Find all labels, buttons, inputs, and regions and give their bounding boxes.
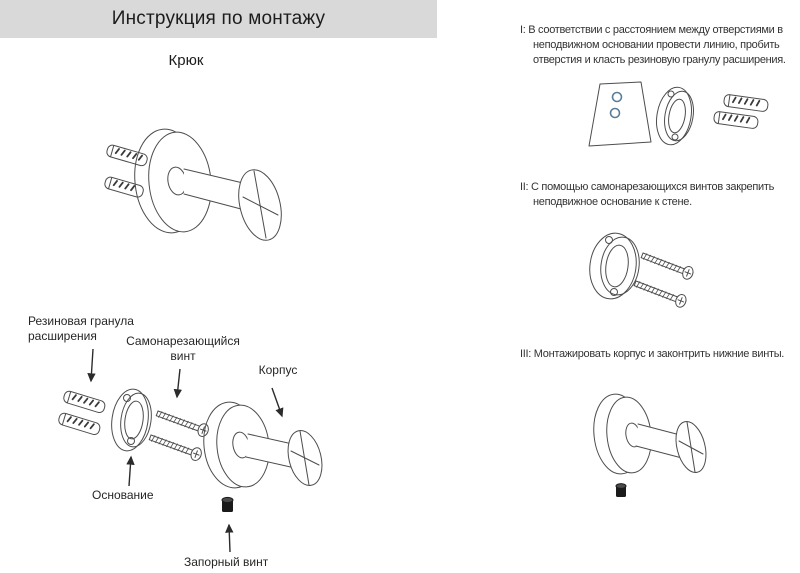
product-name: Крюк	[168, 52, 204, 69]
page-title: Инструкция по монтажу	[111, 8, 326, 29]
label-locking-screw: Запорный винт	[184, 555, 269, 569]
label-base: Основание	[92, 488, 154, 502]
step2-text: II: С помощью самонарезающихся винтов закрепить неподвижное основание к стене.	[520, 181, 775, 208]
assembled-hook-drawing	[80, 105, 315, 255]
set-screw-drawing	[221, 496, 237, 516]
label-rubber-anchor: Резиновая гранула расширения	[28, 314, 134, 343]
step3-assembled-drawing	[592, 390, 752, 512]
step1-text: I: В соответствии с расстоянием между отверстиями в неподвижном основании провести линию, пробить отверстия и класть резиновую гранулу расширения.	[520, 24, 786, 66]
label-self-tapping-screw: Самонарезающийся винт	[126, 334, 240, 363]
header-bar	[0, 0, 437, 38]
step3-text: III: Монтажировать корпус и законтрить нижние винты.	[520, 348, 785, 360]
step1-parts-drawing	[585, 78, 780, 153]
step2-fastening-drawing	[583, 228, 728, 318]
label-body: Корпус	[258, 363, 298, 377]
